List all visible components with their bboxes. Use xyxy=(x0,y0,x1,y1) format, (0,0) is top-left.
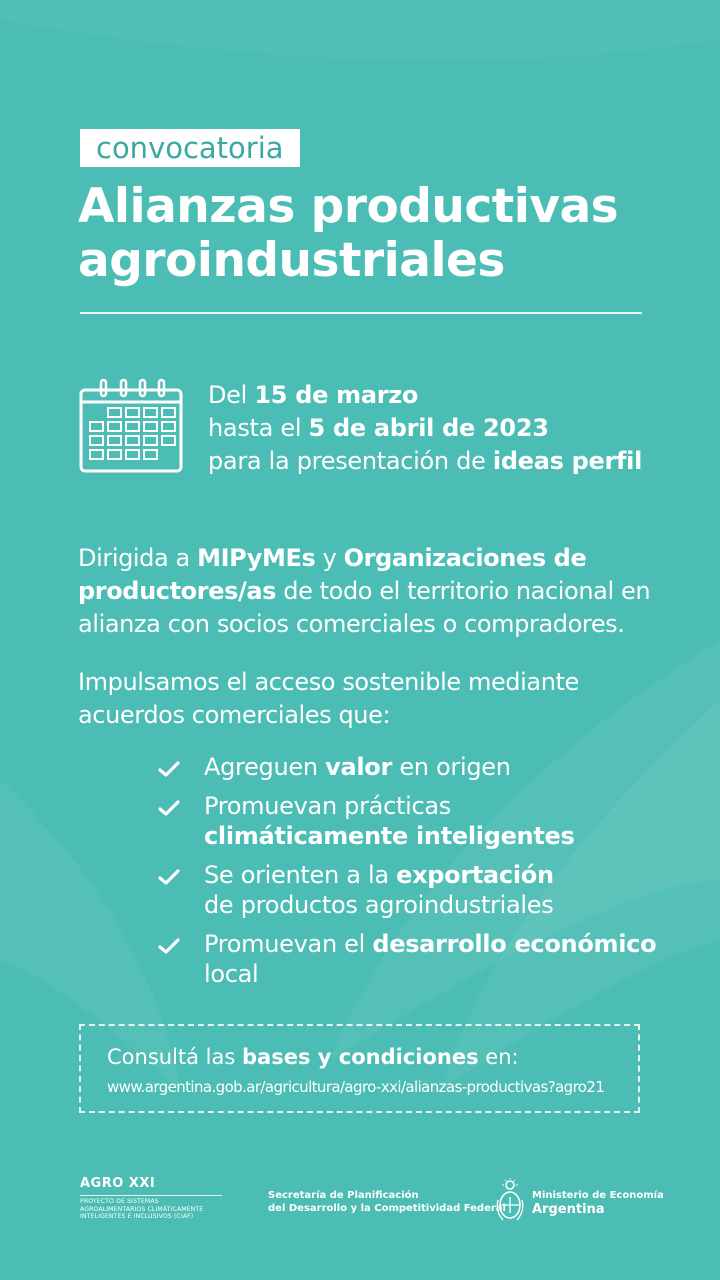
agro-subtitle-1: PROYECTO DE SISTEMAS xyxy=(80,1198,159,1205)
dates-text: Del xyxy=(208,381,255,409)
consult-box xyxy=(79,1024,640,1113)
bullet-text: Promuevan prácticas xyxy=(204,792,451,820)
dates-block xyxy=(208,379,708,478)
agro-subtitle-3: INTELIGENTES E INCLUSIVOS (CIAF) xyxy=(80,1213,194,1220)
list-item xyxy=(158,860,678,920)
paragraph-bold: Organizaciones de productores/as xyxy=(78,544,587,605)
check-icon xyxy=(158,868,180,886)
list-item xyxy=(158,929,678,989)
intro-paragraph: Impulsamos el acceso sostenible mediante acuerdos comerciales que: xyxy=(78,668,579,729)
paragraph-text: de todo el territorio nacional en alianza con socios comerciales o compradores. xyxy=(78,577,651,638)
bullet-text: en origen xyxy=(392,753,511,781)
bullet-text: de productos agroindustriales xyxy=(204,891,554,919)
paragraph-text: y xyxy=(315,544,344,572)
consult-url-link[interactable]: www.argentina.gob.ar/agricultura/agro-xxi/alianzas-productivas?agro21 xyxy=(107,1078,605,1096)
agro-xxi-logo xyxy=(80,1176,225,1221)
argentina-shield-icon xyxy=(495,1178,525,1224)
consult-title xyxy=(107,1044,519,1070)
bullet-text: local xyxy=(204,960,259,988)
consult-text: Consultá las xyxy=(107,1045,243,1069)
ministerio-logo xyxy=(532,1189,664,1218)
list-item xyxy=(158,791,678,851)
dates-text: para la presentación de xyxy=(208,447,493,475)
bullet-list xyxy=(158,752,678,998)
page-title xyxy=(78,180,678,288)
bullet-text: Promuevan el xyxy=(204,930,373,958)
target-paragraph xyxy=(78,542,678,641)
paragraph-bold: MIPyMEs xyxy=(197,544,316,572)
title-line-2: agroindustriales xyxy=(78,233,505,288)
consult-text: en: xyxy=(478,1045,519,1069)
ideas-perfil: ideas perfil xyxy=(492,447,643,475)
consult-bold: bases y condiciones xyxy=(242,1045,479,1069)
dates-line-2 xyxy=(208,412,708,445)
title-line-1: Alianzas productivas xyxy=(78,179,619,234)
check-icon xyxy=(158,799,180,817)
agro-subtitle-2: AGROALIMENTARIOS CLIMÁTICAMENTE xyxy=(80,1205,204,1213)
bullet-bold: valor xyxy=(325,753,393,781)
bullet-bold: desarrollo económico xyxy=(372,930,657,958)
dates-line-3 xyxy=(208,445,708,478)
ministerio-line-2: Argentina xyxy=(532,1202,605,1217)
check-icon xyxy=(158,760,180,778)
bullet-text: Agreguen xyxy=(204,753,326,781)
title-divider xyxy=(80,312,642,314)
convocatoria-tag: convocatoria xyxy=(80,129,300,167)
secretaria-logo xyxy=(268,1189,506,1215)
secretaria-line-1: Secretaría de Planificación xyxy=(268,1190,419,1201)
bullet-bold: climáticamente inteligentes xyxy=(204,822,575,850)
agro-divider xyxy=(80,1195,222,1196)
agro-title: AGRO XXI xyxy=(80,1176,156,1191)
end-date: 5 de abril de 2023 xyxy=(308,414,549,442)
start-date: 15 de marzo xyxy=(254,381,419,409)
bullet-text: Se orienten a la xyxy=(204,861,397,889)
dates-line-1 xyxy=(208,379,708,412)
check-icon xyxy=(158,937,180,955)
list-item xyxy=(158,752,678,782)
ministerio-line-1: Ministerio de Economía xyxy=(532,1190,664,1201)
dates-text: hasta el xyxy=(208,414,309,442)
secretaria-line-2: del Desarrollo y la Competitividad Federal xyxy=(268,1203,506,1214)
paragraph-text: Dirigida a xyxy=(78,544,198,572)
bullet-bold: exportación xyxy=(396,861,554,889)
calendar-icon xyxy=(79,378,183,474)
